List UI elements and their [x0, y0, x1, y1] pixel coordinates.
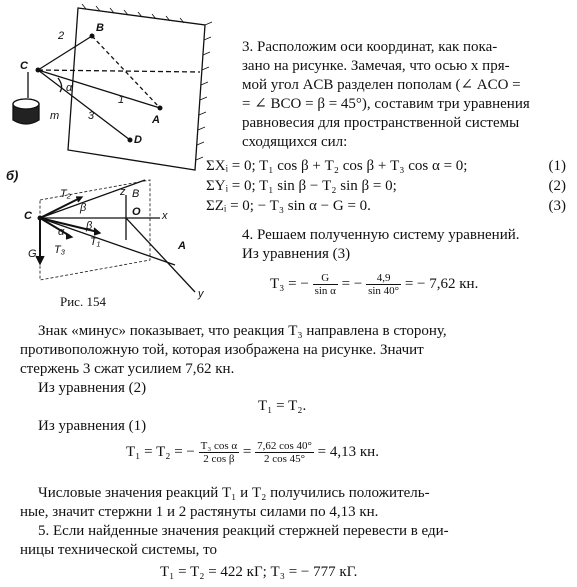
label-x: x: [162, 210, 168, 222]
t3-frac2-num: 4,9: [366, 272, 401, 285]
label-rod-3: 3: [88, 110, 95, 122]
numeric-line: Числовые значения реакций T₁ и T₂ получились положитель-: [38, 485, 430, 501]
label-C-bottom: C: [24, 210, 32, 222]
equation-system: [206, 158, 574, 218]
label-subfigure-b: б): [6, 168, 19, 183]
label-alpha-top: α: [66, 82, 73, 94]
y-axis: [126, 218, 195, 292]
label-G: G: [28, 248, 37, 260]
label-beta-1: β: [80, 202, 87, 214]
t3-frac2-den: sin 40°: [368, 285, 400, 297]
t3-frac1-den: sin α: [314, 285, 336, 297]
para3-line: сходящихся сил:: [242, 134, 348, 150]
minus-line: противоположную той, которая изображена на рисунке. Значит: [20, 342, 424, 358]
t3-fraction-1: [313, 272, 338, 297]
figure-caption: Рис. 154: [60, 294, 106, 309]
para3-line: зано на рисунке. Замечая, что осью x пря-: [242, 58, 510, 74]
rod-2: [38, 36, 92, 70]
t1-f1-num: T₃ cos α: [200, 440, 238, 452]
t1-lhs: T₁ = T₂ = −: [126, 443, 195, 460]
t3-mid: = −: [337, 275, 363, 292]
para5-line: ницы технической системы, то: [20, 542, 217, 558]
paragraph-3: [242, 38, 572, 152]
label-T1: T₁: [90, 236, 101, 248]
t1-fraction-1: [199, 440, 239, 465]
label-y: y: [198, 288, 204, 300]
label-z: z: [120, 186, 126, 198]
t1-mid: =: [239, 443, 256, 460]
label-T2: T₂: [60, 188, 71, 200]
t3-frac1-num: G: [313, 272, 338, 285]
t3-lhs: T₃ = −: [270, 275, 309, 292]
t3-formula: [270, 272, 478, 297]
label-B-bottom: B: [132, 188, 140, 200]
top-figure: [13, 4, 212, 170]
para3-line: = ∠ BCO = β = 45°), составим три уравнения: [242, 96, 530, 112]
equation-3: ΣZᵢ = 0; − T₃ sin α − G = 0.: [206, 198, 371, 214]
numeric-line: ные, значит стержни 1 и 2 растянуты силами по 4,13 кн.: [20, 504, 379, 520]
eq1-intro: Из уравнения (1): [38, 418, 147, 434]
equation-1: ΣXᵢ = 0; T₁ cos β + T₂ cos β + T₃ cos α = 0;: [206, 158, 468, 174]
label-alpha-bottom: α: [58, 226, 65, 238]
equation-2: ΣYᵢ = 0; T₁ sin β − T₂ sin β = 0;: [206, 178, 397, 194]
minus-line: Знак «минус» показывает, что реакция T₃ направлена в сторону,: [38, 323, 447, 339]
para5-line: 5. Если найденные значения реакций стержней перевести в еди-: [38, 523, 449, 539]
eq2-intro: Из уравнения (2): [38, 380, 147, 396]
label-D-top: D: [134, 134, 142, 146]
para3-line: мой угол ACB разделен пополам (∠ ACO =: [242, 77, 521, 93]
para4-line: 4. Решаем полученную систему уравнений.: [242, 227, 520, 243]
label-T3: T₃: [54, 244, 66, 256]
label-rod-1: 1: [118, 94, 125, 106]
t1-fraction-2: [255, 440, 314, 465]
t3-rhs: = − 7,62 кн.: [401, 275, 479, 292]
equation-1-number: (1): [548, 158, 566, 174]
label-A-bottom: A: [178, 240, 186, 252]
label-A-top: A: [152, 114, 160, 126]
t1-f2-den: 2 cos 45°: [263, 453, 306, 465]
para3-line: 3. Расположим оси координат, как пока-: [242, 39, 498, 55]
eq2-result: T₁ = T₂.: [258, 398, 307, 414]
equation-2-number: (2): [548, 178, 566, 194]
figure-154: [0, 0, 240, 320]
rod-3: [38, 70, 130, 140]
paragraph-5: [20, 522, 570, 560]
t1-formula: [126, 440, 379, 465]
paragraph-4: [242, 226, 572, 264]
para3-line: равновесия для пространственной системы: [242, 115, 520, 131]
numeric-paragraph: [20, 484, 570, 522]
minus-line: стержень 3 сжат усилием 7,62 кн.: [20, 361, 235, 377]
label-C-top: C: [20, 60, 28, 72]
t3-fraction-2: [366, 272, 401, 297]
equation-3-number: (3): [548, 198, 566, 214]
t1-f2-num: 7,62 cos 40°: [257, 440, 312, 452]
final-result: T₁ = T₂ = 422 кГ; T₃ = − 777 кГ.: [160, 564, 358, 580]
label-m: m: [50, 110, 60, 122]
para4-line: Из уравнения (3): [242, 246, 351, 262]
minus-paragraph: [20, 322, 570, 379]
label-B-top: B: [96, 22, 104, 34]
label-rod-2: 2: [58, 30, 65, 42]
t2-arrow: [40, 198, 80, 218]
t1-rhs: = 4,13 кн.: [313, 443, 379, 460]
label-beta-2: β: [86, 220, 93, 232]
rod-2-bottom: [40, 180, 145, 218]
label-O: O: [132, 206, 141, 218]
t1-f1-den: 2 cos β: [203, 453, 235, 465]
